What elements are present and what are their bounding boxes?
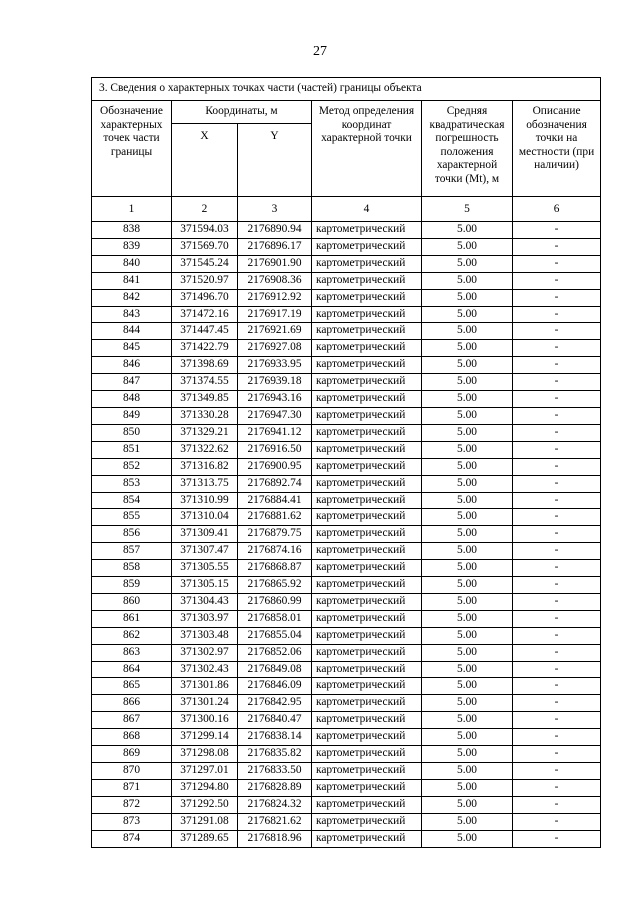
x-coordinate-cell: 371545.24 [172, 255, 238, 272]
table-row [92, 779, 601, 796]
point-id-cell: 872 [92, 796, 172, 813]
point-id-cell: 869 [92, 746, 172, 763]
y-coordinate-cell: 2176852.06 [238, 644, 312, 661]
header-y: Y [238, 124, 312, 197]
error-cell: 5.00 [422, 678, 513, 695]
error-cell: 5.00 [422, 627, 513, 644]
header-point-designation: Обозначение характерных точек части границы [92, 101, 172, 197]
error-cell: 5.00 [422, 543, 513, 560]
x-coordinate-cell: 371302.97 [172, 644, 238, 661]
description-cell: - [513, 458, 601, 475]
y-coordinate-cell: 2176884.41 [238, 492, 312, 509]
description-cell: - [513, 543, 601, 560]
method-cell: картометрический [312, 830, 422, 847]
table-row [92, 458, 601, 475]
table-row [92, 695, 601, 712]
table-row [92, 222, 601, 239]
point-id-cell: 852 [92, 458, 172, 475]
page-number: 27 [313, 44, 327, 59]
header-coordinates: Координаты, м [172, 101, 312, 124]
table-row [92, 289, 601, 306]
header-error: Средняя квадратическая погрешность положения характерной точки (Mt), м [422, 101, 513, 197]
error-cell: 5.00 [422, 475, 513, 492]
y-coordinate-cell: 2176933.95 [238, 357, 312, 374]
description-cell: - [513, 577, 601, 594]
point-id-cell: 874 [92, 830, 172, 847]
method-cell: картометрический [312, 340, 422, 357]
point-id-cell: 843 [92, 306, 172, 323]
table-row [92, 424, 601, 441]
y-coordinate-cell: 2176846.09 [238, 678, 312, 695]
y-coordinate-cell: 2176838.14 [238, 729, 312, 746]
method-cell: картометрический [312, 695, 422, 712]
method-cell: картометрический [312, 407, 422, 424]
x-coordinate-cell: 371329.21 [172, 424, 238, 441]
point-id-cell: 846 [92, 357, 172, 374]
description-cell: - [513, 255, 601, 272]
table-row [92, 475, 601, 492]
error-cell: 5.00 [422, 593, 513, 610]
table-row [92, 306, 601, 323]
y-coordinate-cell: 2176818.96 [238, 830, 312, 847]
point-id-cell: 870 [92, 763, 172, 780]
error-cell: 5.00 [422, 610, 513, 627]
table-row [92, 763, 601, 780]
point-id-cell: 867 [92, 712, 172, 729]
method-cell: картометрический [312, 729, 422, 746]
table-row [92, 323, 601, 340]
description-cell: - [513, 729, 601, 746]
table-row [92, 610, 601, 627]
point-id-cell: 863 [92, 644, 172, 661]
x-coordinate-cell: 371302.43 [172, 661, 238, 678]
error-cell: 5.00 [422, 374, 513, 391]
table-row [92, 391, 601, 408]
error-cell: 5.00 [422, 357, 513, 374]
point-id-cell: 860 [92, 593, 172, 610]
table-body [92, 222, 601, 848]
point-id-cell: 844 [92, 323, 172, 340]
x-coordinate-cell: 371305.15 [172, 577, 238, 594]
method-cell: картометрический [312, 712, 422, 729]
point-id-cell: 854 [92, 492, 172, 509]
table-row [92, 441, 601, 458]
y-coordinate-cell: 2176849.08 [238, 661, 312, 678]
y-coordinate-cell: 2176874.16 [238, 543, 312, 560]
method-cell: картометрический [312, 475, 422, 492]
x-coordinate-cell: 371472.16 [172, 306, 238, 323]
point-id-cell: 859 [92, 577, 172, 594]
description-cell: - [513, 526, 601, 543]
description-cell: - [513, 238, 601, 255]
method-cell: картометрический [312, 272, 422, 289]
boundary-points-table [91, 77, 601, 848]
point-id-cell: 866 [92, 695, 172, 712]
method-cell: картометрический [312, 357, 422, 374]
x-coordinate-cell: 371299.14 [172, 729, 238, 746]
point-id-cell: 862 [92, 627, 172, 644]
y-coordinate-cell: 2176912.92 [238, 289, 312, 306]
x-coordinate-cell: 371303.97 [172, 610, 238, 627]
point-id-cell: 864 [92, 661, 172, 678]
table-row [92, 543, 601, 560]
method-cell: картометрический [312, 391, 422, 408]
y-coordinate-cell: 2176842.95 [238, 695, 312, 712]
x-coordinate-cell: 371301.24 [172, 695, 238, 712]
point-id-cell: 850 [92, 424, 172, 441]
y-coordinate-cell: 2176927.08 [238, 340, 312, 357]
description-cell: - [513, 627, 601, 644]
table-row [92, 340, 601, 357]
method-cell: картометрический [312, 222, 422, 239]
y-coordinate-cell: 2176921.69 [238, 323, 312, 340]
method-cell: картометрический [312, 492, 422, 509]
column-number: 3 [238, 197, 312, 222]
point-id-cell: 871 [92, 779, 172, 796]
table-row [92, 661, 601, 678]
x-coordinate-cell: 371289.65 [172, 830, 238, 847]
header-method: Метод определения координат характерной точки [312, 101, 422, 197]
point-id-cell: 865 [92, 678, 172, 695]
table-row [92, 509, 601, 526]
table-row [92, 593, 601, 610]
method-cell: картометрический [312, 306, 422, 323]
x-coordinate-cell: 371291.08 [172, 813, 238, 830]
point-id-cell: 848 [92, 391, 172, 408]
method-cell: картометрический [312, 560, 422, 577]
error-cell: 5.00 [422, 289, 513, 306]
error-cell: 5.00 [422, 306, 513, 323]
y-coordinate-cell: 2176916.50 [238, 441, 312, 458]
description-cell: - [513, 695, 601, 712]
description-cell: - [513, 306, 601, 323]
method-cell: картометрический [312, 661, 422, 678]
table-row [92, 238, 601, 255]
description-cell: - [513, 407, 601, 424]
x-coordinate-cell: 371594.03 [172, 222, 238, 239]
description-cell: - [513, 779, 601, 796]
error-cell: 5.00 [422, 509, 513, 526]
error-cell: 5.00 [422, 796, 513, 813]
table-row [92, 272, 601, 289]
description-cell: - [513, 509, 601, 526]
error-cell: 5.00 [422, 407, 513, 424]
table-row [92, 255, 601, 272]
x-coordinate-cell: 371349.85 [172, 391, 238, 408]
header-x: X [172, 124, 238, 197]
description-cell: - [513, 593, 601, 610]
header-description: Описание обозначения точки на местности (при наличии) [513, 101, 601, 197]
method-cell: картометрический [312, 323, 422, 340]
error-cell: 5.00 [422, 577, 513, 594]
x-coordinate-cell: 371309.41 [172, 526, 238, 543]
x-coordinate-cell: 371297.01 [172, 763, 238, 780]
error-cell: 5.00 [422, 272, 513, 289]
x-coordinate-cell: 371300.16 [172, 712, 238, 729]
error-cell: 5.00 [422, 340, 513, 357]
table-row [92, 560, 601, 577]
method-cell: картометрический [312, 526, 422, 543]
column-number-row [92, 197, 601, 222]
error-cell: 5.00 [422, 323, 513, 340]
description-cell: - [513, 746, 601, 763]
error-cell: 5.00 [422, 238, 513, 255]
error-cell: 5.00 [422, 661, 513, 678]
point-id-cell: 857 [92, 543, 172, 560]
table-row [92, 813, 601, 830]
x-coordinate-cell: 371310.99 [172, 492, 238, 509]
x-coordinate-cell: 371374.55 [172, 374, 238, 391]
error-cell: 5.00 [422, 492, 513, 509]
method-cell: картометрический [312, 509, 422, 526]
point-id-cell: 868 [92, 729, 172, 746]
point-id-cell: 840 [92, 255, 172, 272]
description-cell: - [513, 289, 601, 306]
column-number: 4 [312, 197, 422, 222]
table-row [92, 627, 601, 644]
x-coordinate-cell: 371313.75 [172, 475, 238, 492]
error-cell: 5.00 [422, 779, 513, 796]
x-coordinate-cell: 371322.62 [172, 441, 238, 458]
section-title: 3. Сведения о характерных точках части (частей) границы объекта [92, 78, 601, 101]
x-coordinate-cell: 371398.69 [172, 357, 238, 374]
point-id-cell: 847 [92, 374, 172, 391]
description-cell: - [513, 391, 601, 408]
point-id-cell: 856 [92, 526, 172, 543]
method-cell: картометрический [312, 255, 422, 272]
error-cell: 5.00 [422, 255, 513, 272]
point-id-cell: 845 [92, 340, 172, 357]
error-cell: 5.00 [422, 424, 513, 441]
point-id-cell: 851 [92, 441, 172, 458]
y-coordinate-cell: 2176879.75 [238, 526, 312, 543]
table-row [92, 830, 601, 847]
error-cell: 5.00 [422, 712, 513, 729]
x-coordinate-cell: 371303.48 [172, 627, 238, 644]
table-row [92, 746, 601, 763]
x-coordinate-cell: 371301.86 [172, 678, 238, 695]
error-cell: 5.00 [422, 526, 513, 543]
x-coordinate-cell: 371569.70 [172, 238, 238, 255]
y-coordinate-cell: 2176917.19 [238, 306, 312, 323]
x-coordinate-cell: 371316.82 [172, 458, 238, 475]
y-coordinate-cell: 2176865.92 [238, 577, 312, 594]
x-coordinate-cell: 371294.80 [172, 779, 238, 796]
x-coordinate-cell: 371305.55 [172, 560, 238, 577]
table-row [92, 357, 601, 374]
point-id-cell: 842 [92, 289, 172, 306]
method-cell: картометрический [312, 610, 422, 627]
method-cell: картометрический [312, 289, 422, 306]
description-cell: - [513, 560, 601, 577]
x-coordinate-cell: 371330.28 [172, 407, 238, 424]
error-cell: 5.00 [422, 222, 513, 239]
table-row [92, 729, 601, 746]
description-cell: - [513, 712, 601, 729]
table-row [92, 492, 601, 509]
description-cell: - [513, 796, 601, 813]
y-coordinate-cell: 2176828.89 [238, 779, 312, 796]
error-cell: 5.00 [422, 763, 513, 780]
y-coordinate-cell: 2176941.12 [238, 424, 312, 441]
error-cell: 5.00 [422, 644, 513, 661]
description-cell: - [513, 340, 601, 357]
point-id-cell: 841 [92, 272, 172, 289]
y-coordinate-cell: 2176908.36 [238, 272, 312, 289]
error-cell: 5.00 [422, 441, 513, 458]
y-coordinate-cell: 2176868.87 [238, 560, 312, 577]
y-coordinate-cell: 2176835.82 [238, 746, 312, 763]
description-cell: - [513, 678, 601, 695]
method-cell: картометрический [312, 779, 422, 796]
column-number: 1 [92, 197, 172, 222]
table-row [92, 526, 601, 543]
column-number: 6 [513, 197, 601, 222]
x-coordinate-cell: 371298.08 [172, 746, 238, 763]
table-row [92, 644, 601, 661]
error-cell: 5.00 [422, 695, 513, 712]
x-coordinate-cell: 371496.70 [172, 289, 238, 306]
error-cell: 5.00 [422, 391, 513, 408]
description-cell: - [513, 441, 601, 458]
y-coordinate-cell: 2176824.32 [238, 796, 312, 813]
y-coordinate-cell: 2176840.47 [238, 712, 312, 729]
method-cell: картометрический [312, 374, 422, 391]
description-cell: - [513, 492, 601, 509]
description-cell: - [513, 222, 601, 239]
description-cell: - [513, 813, 601, 830]
table-row [92, 577, 601, 594]
method-cell: картометрический [312, 796, 422, 813]
table-row [92, 796, 601, 813]
y-coordinate-cell: 2176821.62 [238, 813, 312, 830]
point-id-cell: 849 [92, 407, 172, 424]
y-coordinate-cell: 2176833.50 [238, 763, 312, 780]
x-coordinate-cell: 371292.50 [172, 796, 238, 813]
y-coordinate-cell: 2176890.94 [238, 222, 312, 239]
error-cell: 5.00 [422, 458, 513, 475]
description-cell: - [513, 763, 601, 780]
y-coordinate-cell: 2176896.17 [238, 238, 312, 255]
error-cell: 5.00 [422, 746, 513, 763]
error-cell: 5.00 [422, 729, 513, 746]
point-id-cell: 861 [92, 610, 172, 627]
y-coordinate-cell: 2176943.16 [238, 391, 312, 408]
method-cell: картометрический [312, 441, 422, 458]
y-coordinate-cell: 2176939.18 [238, 374, 312, 391]
method-cell: картометрический [312, 424, 422, 441]
column-number: 5 [422, 197, 513, 222]
method-cell: картометрический [312, 458, 422, 475]
x-coordinate-cell: 371304.43 [172, 593, 238, 610]
y-coordinate-cell: 2176881.62 [238, 509, 312, 526]
description-cell: - [513, 323, 601, 340]
y-coordinate-cell: 2176855.04 [238, 627, 312, 644]
point-id-cell: 853 [92, 475, 172, 492]
x-coordinate-cell: 371520.97 [172, 272, 238, 289]
description-cell: - [513, 610, 601, 627]
point-id-cell: 838 [92, 222, 172, 239]
method-cell: картометрический [312, 678, 422, 695]
y-coordinate-cell: 2176947.30 [238, 407, 312, 424]
error-cell: 5.00 [422, 813, 513, 830]
x-coordinate-cell: 371447.45 [172, 323, 238, 340]
method-cell: картометрический [312, 644, 422, 661]
x-coordinate-cell: 371307.47 [172, 543, 238, 560]
description-cell: - [513, 272, 601, 289]
y-coordinate-cell: 2176900.95 [238, 458, 312, 475]
method-cell: картометрический [312, 543, 422, 560]
y-coordinate-cell: 2176860.99 [238, 593, 312, 610]
table-row [92, 678, 601, 695]
y-coordinate-cell: 2176892.74 [238, 475, 312, 492]
point-id-cell: 858 [92, 560, 172, 577]
method-cell: картометрический [312, 763, 422, 780]
column-number: 2 [172, 197, 238, 222]
description-cell: - [513, 357, 601, 374]
y-coordinate-cell: 2176858.01 [238, 610, 312, 627]
point-id-cell: 873 [92, 813, 172, 830]
x-coordinate-cell: 371422.79 [172, 340, 238, 357]
method-cell: картометрический [312, 627, 422, 644]
method-cell: картометрический [312, 577, 422, 594]
description-cell: - [513, 644, 601, 661]
description-cell: - [513, 424, 601, 441]
method-cell: картометрический [312, 238, 422, 255]
table-row [92, 407, 601, 424]
description-cell: - [513, 830, 601, 847]
table-row [92, 712, 601, 729]
error-cell: 5.00 [422, 830, 513, 847]
point-id-cell: 839 [92, 238, 172, 255]
method-cell: картометрический [312, 593, 422, 610]
method-cell: картометрический [312, 746, 422, 763]
x-coordinate-cell: 371310.04 [172, 509, 238, 526]
description-cell: - [513, 374, 601, 391]
method-cell: картометрический [312, 813, 422, 830]
description-cell: - [513, 661, 601, 678]
error-cell: 5.00 [422, 560, 513, 577]
description-cell: - [513, 475, 601, 492]
y-coordinate-cell: 2176901.90 [238, 255, 312, 272]
point-id-cell: 855 [92, 509, 172, 526]
table-row [92, 374, 601, 391]
